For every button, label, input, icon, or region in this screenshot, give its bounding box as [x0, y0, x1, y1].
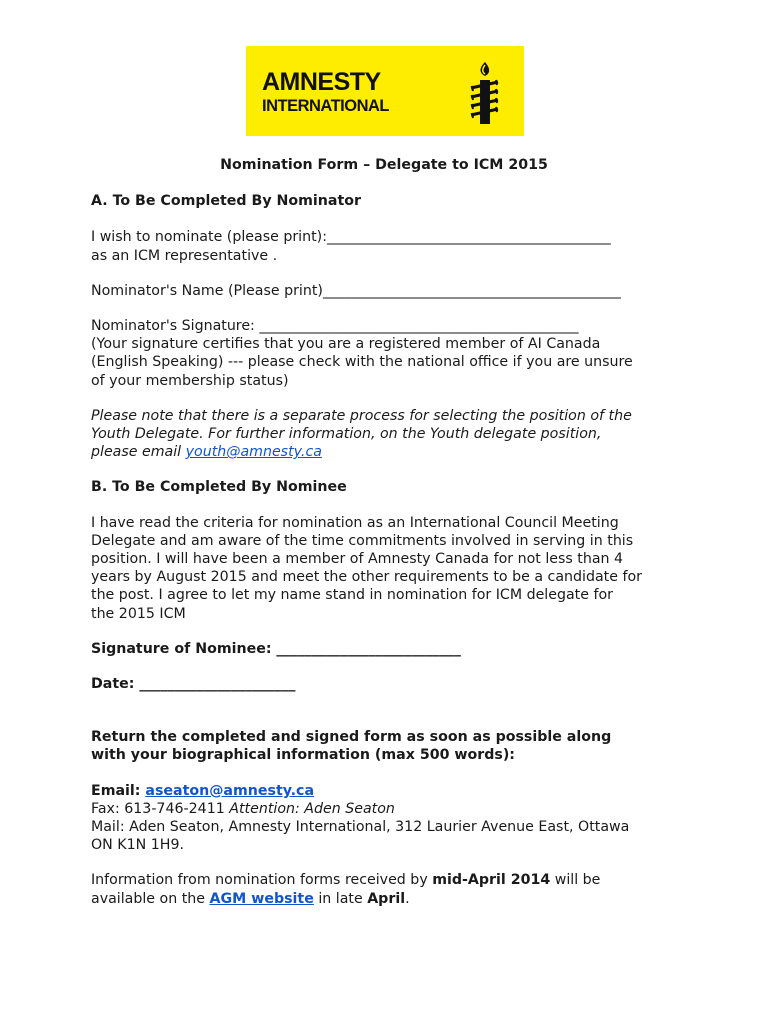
email-line	[91, 782, 691, 800]
nominator-signature-line: Nominator's Signature: _____________________________________________	[91, 318, 579, 335]
contact-email-link[interactable]: aseaton@amnesty.ca	[145, 782, 315, 799]
candle-barbed-wire-icon	[468, 60, 502, 126]
representative-line: as an ICM representative .	[91, 247, 278, 264]
section-b-heading: B. To Be Completed By Nominee	[91, 479, 347, 496]
youth-email-link[interactable]: youth@amnesty.ca	[185, 444, 322, 461]
youth-email-line	[91, 443, 691, 461]
nominate-line: I wish to nominate (please print):________________________________________	[91, 229, 611, 246]
logo-line-amnesty: AMNESTY	[262, 68, 381, 96]
nominator-name-line: Nominator's Name (Please print)__________________________________________	[91, 282, 621, 299]
youth-note-line: Youth Delegate. For further information, on the Youth delegate position,	[91, 426, 602, 443]
footer-deadline: mid-April 2014	[432, 872, 551, 889]
certify-line: of your membership status)	[91, 372, 289, 389]
agm-website-link[interactable]: AGM website	[209, 890, 314, 907]
certify-line: (Your signature certifies that you are a registered member of AI Canada	[91, 336, 601, 353]
date-line: Date: ______________________	[91, 676, 296, 693]
footer-text: available on the	[91, 890, 210, 907]
form-body	[91, 156, 691, 908]
fax-attention: Attention: Aden Seaton	[229, 800, 395, 817]
mail-line: Mail: Aden Seaton, Amnesty International, 312 Laurier Avenue East, Ottawa	[91, 819, 630, 836]
email-label: Email:	[91, 782, 146, 799]
footer-text: in late	[313, 890, 368, 907]
nominee-paragraph-line: the 2015 ICM	[91, 605, 186, 622]
certify-line: (English Speaking) --- please check with the national office if you are unsure	[91, 354, 633, 371]
logo-line-international: INTERNATIONAL	[262, 97, 390, 115]
nominee-signature-line: Signature of Nominee: __________________________	[91, 640, 461, 657]
footer-text: .	[405, 890, 410, 907]
footer-line-2	[91, 890, 691, 908]
nominee-paragraph-line: I have read the criteria for nomination as an International Council Meeting	[91, 514, 619, 531]
footer-line-1	[91, 871, 691, 889]
fax-line	[91, 800, 691, 818]
return-instruction-line: with your biographical information (max 500 words):	[91, 747, 515, 764]
youth-email-prefix: please email	[91, 444, 186, 461]
amnesty-logo	[246, 46, 524, 136]
logo-wordmark	[262, 70, 389, 115]
youth-note-line: Please note that there is a separate process for selecting the position of the	[91, 407, 632, 424]
nominee-paragraph-line: years by August 2015 and meet the other requirements to be a candidate for	[91, 569, 642, 586]
nominee-paragraph-line: Delegate and am aware of the time commitments involved in serving in this	[91, 532, 634, 549]
footer-text: Information from nomination forms received by	[91, 872, 433, 889]
footer-text: will be	[550, 872, 601, 889]
nominee-paragraph-line: position. I will have been a member of Amnesty Canada for not less than 4	[91, 551, 624, 568]
return-instruction-line: Return the completed and signed form as soon as possible along	[91, 729, 612, 746]
form-title: Nomination Form – Delegate to ICM 2015	[220, 157, 548, 173]
footer-month: April	[367, 890, 406, 907]
fax-label: Fax: 613-746-2411	[91, 800, 230, 817]
mail-line: ON K1N 1H9.	[91, 837, 184, 854]
section-a-heading: A. To Be Completed By Nominator	[91, 193, 361, 210]
nominee-paragraph-line: the post. I agree to let my name stand in nomination for ICM delegate for	[91, 587, 613, 604]
